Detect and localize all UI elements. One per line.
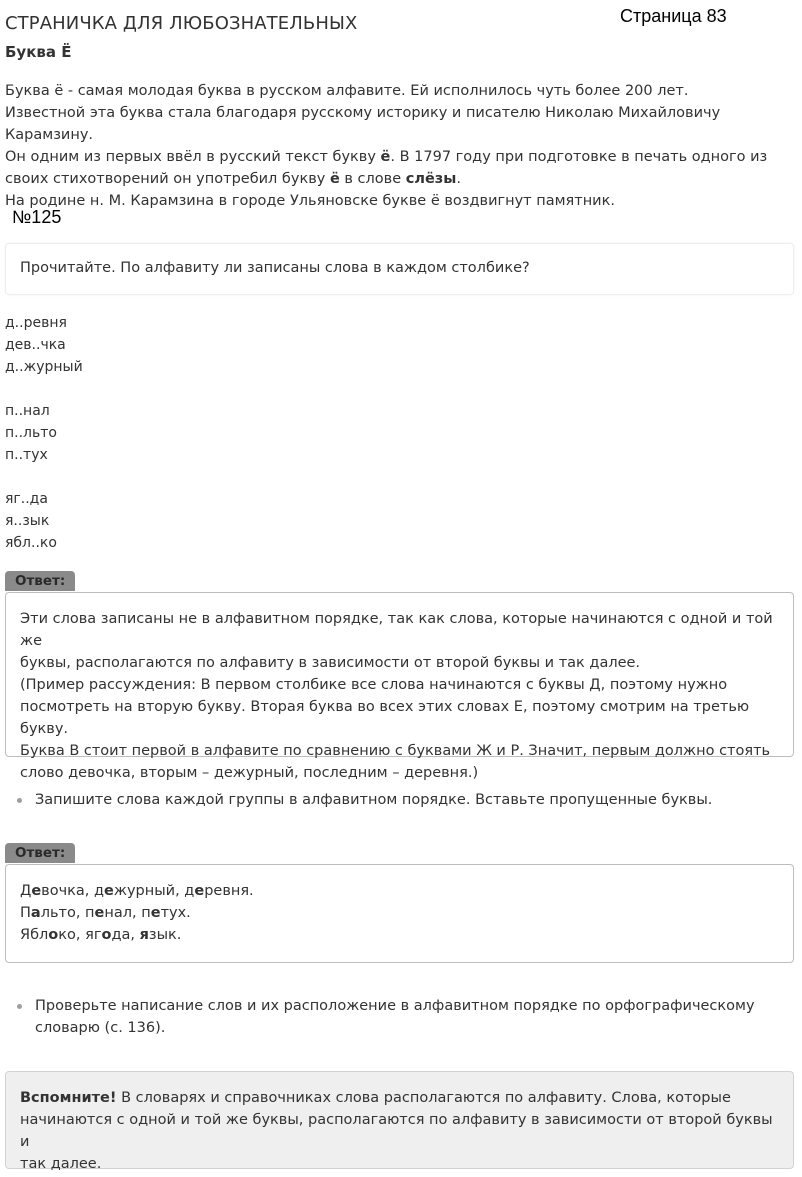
answer-line: слово девочка, вторым – дежурный, последним – деревня.): [20, 765, 479, 781]
word-item: п..нал: [5, 403, 50, 419]
answer-line: Пальто, пенал, петух.: [20, 905, 191, 921]
word-columns: [5, 312, 83, 554]
task-prompt-box: [5, 243, 794, 295]
section-title: СТРАНИЧКА ДЛЯ ЛЮБОЗНАТЕЛЬНЫХ: [5, 13, 358, 34]
answer-tag: Ответ:: [5, 571, 75, 591]
remember-box: Вспомните! В словарях и справочниках слова располагаются по алфавиту. Слова, которые начинаются с одной и той же буквы, располагаются по алфавиту в зависимости от второй буквы и так далее.: [5, 1071, 794, 1169]
bullet-dot-icon: [17, 1004, 22, 1009]
bullet-dot-icon: [17, 798, 22, 803]
word-group: [5, 400, 83, 466]
word-group: [5, 312, 83, 378]
intro-line: Он одним из первых ввёл в русский текст букву ё. В 1797 году при подготовке в печать одного из: [5, 149, 768, 165]
bullet-text: Проверьте написание слов и их расположение в алфавитном порядке по орфографическому словарю (с. 136).: [35, 998, 755, 1036]
intro-line: На родине н. М. Карамзина в городе Ульяновске букве ё воздвигнут памятник.: [5, 193, 615, 209]
bullet-item: [17, 789, 787, 811]
remember-label: Вспомните!: [20, 1090, 117, 1106]
word-item: п..льто: [5, 425, 57, 441]
word-group: [5, 488, 83, 554]
intro-line: Буква ё - самая молодая буква в русском алфавите. Ей исполнилось чуть более 200 лет.: [5, 83, 689, 99]
answer-line: (Пример рассуждения: В первом столбике все слова начинаются с буквы Д, поэтому нужно: [20, 677, 728, 693]
task-number: №125: [12, 207, 62, 227]
intro-line: Известной эта буква стала благодаря русскому историку и писателю Николаю Михайловичу Карамзину.: [5, 105, 721, 143]
task-prompt: Прочитайте. По алфавиту ли записаны слова в каждом столбике?: [20, 260, 530, 276]
word-item: д..ревня: [5, 315, 67, 331]
section-subtitle: Буква Ё: [5, 43, 72, 61]
bullet-item: [17, 995, 787, 1039]
answer-box: [5, 864, 794, 963]
answer-line: буквы, располагаются по алфавиту в зависимости от второй буквы и так далее.: [20, 655, 641, 671]
answer-line: Эти слова записаны не в алфавитном порядке, так как слова, которые начинаются с одной и той же: [20, 611, 773, 649]
intro-line: своих стихотворений он употребил букву ё в слове слёзы.: [5, 171, 461, 187]
word-item: я..зык: [5, 513, 50, 529]
intro-text: [5, 80, 800, 212]
answer-tag: Ответ:: [5, 843, 75, 863]
answer-line: Буква В стоит первой в алфавите по сравнению с буквами Ж и Р. Значит, первым должно стоять: [20, 743, 771, 759]
bullet-text: Запишите слова каждой группы в алфавитном порядке. Вставьте пропущенные буквы.: [35, 792, 713, 808]
answer-line: посмотреть на вторую букву. Вторая буква во всех этих словах Е, поэтому смотрим на третью букву.: [20, 699, 750, 737]
word-item: яг..да: [5, 491, 48, 507]
answer-line: Яблоко, ягода, язык.: [20, 927, 182, 943]
word-item: ябл..ко: [5, 535, 57, 551]
answer-line: Девочка, дежурный, деревня.: [20, 883, 254, 899]
word-item: д..журный: [5, 359, 83, 375]
answer-box: [5, 592, 794, 781]
page-number: Страница 83: [620, 6, 727, 26]
word-item: п..тух: [5, 447, 48, 463]
word-item: дев..чка: [5, 337, 66, 353]
